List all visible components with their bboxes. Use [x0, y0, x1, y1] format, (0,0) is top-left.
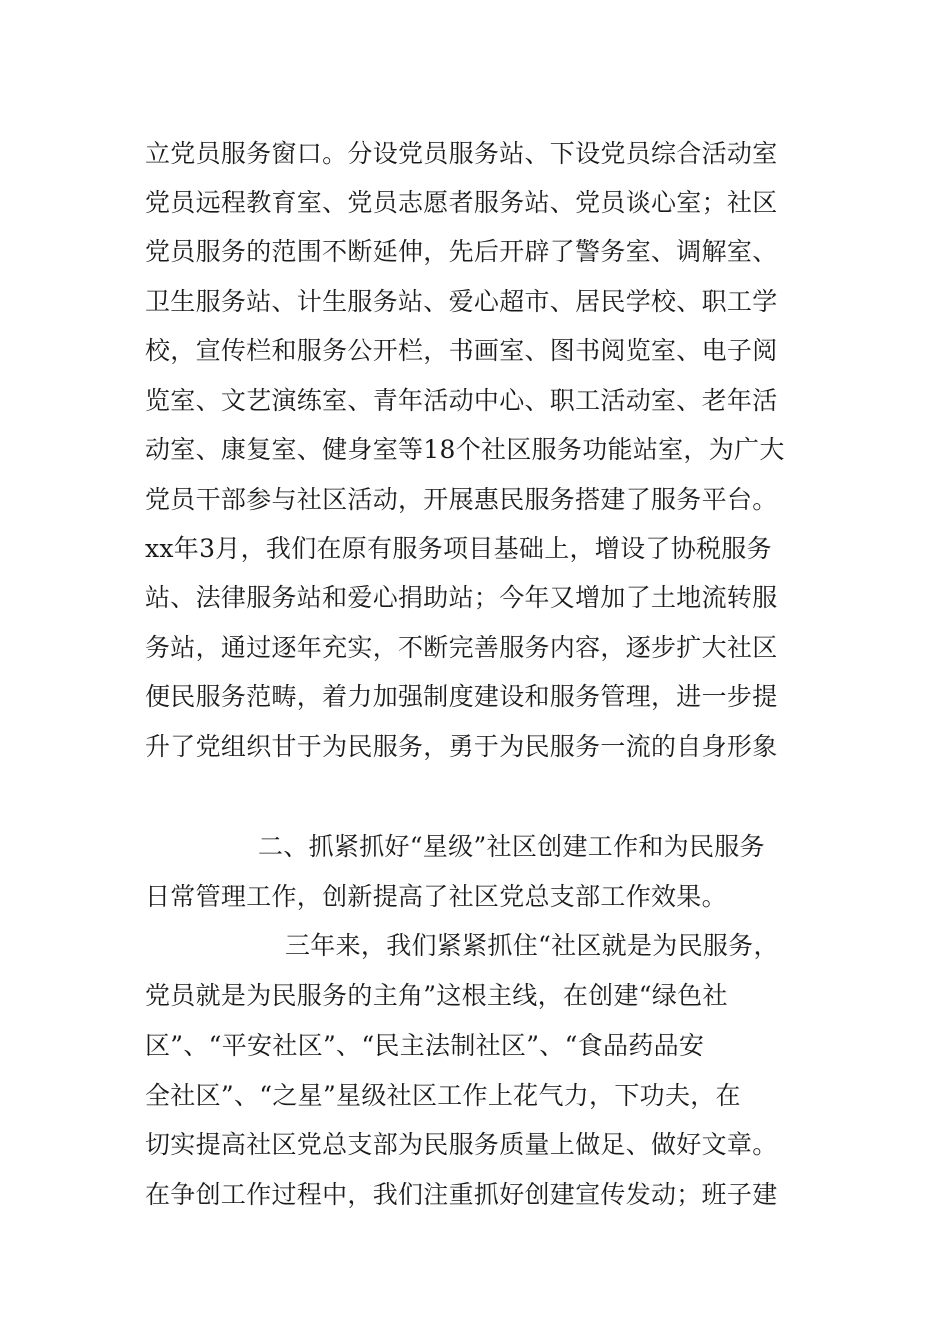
text-line: 站、法律服务站和爱心捐助站；今年又增加了土地流转服 [145, 583, 778, 612]
text-line: 立党员服务窗口。分设党员服务站、下设党员综合活动室 [145, 139, 778, 168]
text-line: 动室、康复室、健身室等18个社区服务功能站室，为广大 [145, 435, 785, 464]
text-line: 校，宣传栏和服务公开栏，书画室、图书阅览室、电子阅 [145, 336, 778, 365]
section-heading-line: 日常管理工作，创新提高了社区党总支部工作效果。 [145, 882, 727, 911]
text-line: 览室、文艺演练室、青年活动中心、职工活动室、老年活 [145, 386, 778, 415]
text-line: 党员服务的范围不断延伸，先后开辟了警务室、调解室、 [145, 237, 778, 266]
text-line: 党员远程教育室、党员志愿者服务站、党员谈心室；社区 [145, 188, 778, 217]
paragraph-first-line: 三年来，我们紧紧抓住“社区就是为民服务， [285, 931, 779, 960]
text-line: 便民服务范畴，着力加强制度建设和服务管理，进一步提 [145, 682, 778, 711]
text-line: 切实提高社区党总支部为民服务质量上做足、做好文章。 [145, 1130, 778, 1159]
text-line: 升了党组织甘于为民服务，勇于为民服务一流的自身形象 [145, 732, 778, 761]
text-line: 务站，通过逐年充实，不断完善服务内容，逐步扩大社区 [145, 633, 778, 662]
text-line: 党员就是为民服务的主角”这根主线，在创建“绿色社 [145, 981, 728, 1010]
text-line: 党员干部参与社区活动，开展惠民服务搭建了服务平台。 [145, 485, 778, 514]
text-line: 在争创工作过程中，我们注重抓好创建宣传发动；班子建 [145, 1180, 778, 1209]
text-line: 卫生服务站、计生服务站、爱心超市、居民学校、职工学 [145, 287, 778, 316]
text-line: xx年3月，我们在原有服务项目基础上，增设了协税服务 [145, 534, 772, 563]
text-line: 区”、“平安社区”、“民主法制社区”、“食品药品安 [145, 1031, 705, 1060]
text-line: 全社区”、“之星”星级社区工作上花气力，下功夫，在 [145, 1081, 741, 1110]
section-heading-line: 二、抓紧抓好“星级”社区创建工作和为民服务 [258, 832, 765, 861]
